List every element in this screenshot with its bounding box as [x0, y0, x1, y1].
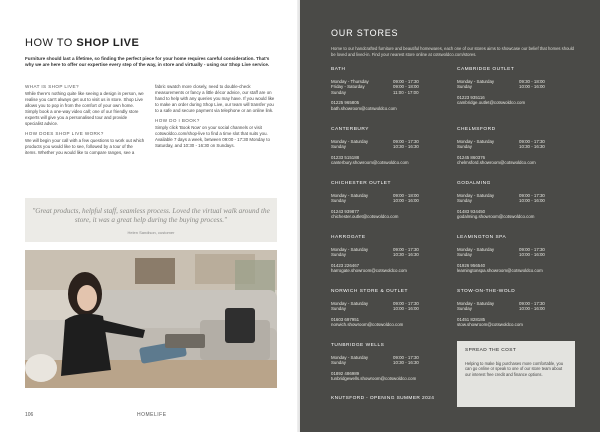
spread-the-cost-box: [457, 341, 575, 407]
text-column-2: [155, 84, 277, 153]
knutsford-notice: KNUTSFORD - OPENING SUMMER 2024: [331, 396, 435, 401]
store-days: Monday - Saturday: [457, 138, 495, 144]
customer-quote: "Great products, helpful staff, seamless process. Loved the virtual walk around the store, it was a great help during the buying process.": [32, 207, 270, 224]
intro-paragraph: Furniture should last a lifetime, so finding the perfect piece for your home requires careful consideration. That's why we are here to offer our expertise every step of the way, in store and virtually - using our Shop Live service.: [25, 56, 270, 68]
store-days: Monday - Saturday: [457, 300, 495, 306]
store-chelmsford: [457, 127, 577, 166]
store-hours: 11:00 - 17:00: [393, 89, 419, 95]
store-hours: 09:00 - 17:30: [393, 78, 419, 84]
store-phone: 01892 486989: [331, 370, 360, 376]
store-bath: [331, 67, 451, 112]
store-days: Sunday: [457, 84, 472, 90]
store-hours: 10:00 - 16:00: [519, 84, 545, 90]
store-hours: 09:00 - 17:30: [519, 192, 545, 198]
store-hours: 09:00 - 17:30: [519, 246, 545, 252]
store-phone: 01603 697951: [331, 316, 360, 322]
store-email: leamingtonspa.showroom@cotswoldco.com: [457, 268, 543, 274]
hero-photo: [25, 250, 277, 388]
store-canterbury: [331, 127, 451, 166]
store-days: Monday - Saturday: [331, 354, 369, 360]
store-norwich: [331, 289, 451, 328]
store-days: Monday - Saturday: [331, 192, 369, 198]
quote-box: [25, 198, 277, 242]
store-godalming: [457, 181, 577, 220]
right-page: [300, 0, 600, 432]
store-email: stow.showroom@cotswoldco.com: [457, 322, 523, 328]
store-hours: 09:00 - 17:30: [393, 354, 419, 360]
store-phone: 01223 935116: [457, 94, 485, 100]
store-hours: 09:00 - 18:00: [393, 84, 419, 90]
store-days: Sunday: [457, 306, 472, 312]
store-days: Monday - Saturday: [457, 78, 495, 84]
spread-body: Helping to make big purchases more comfortable, you can go online or speak to one of our store team about our interest free credit and finance options.: [465, 361, 564, 377]
store-hours: 09:00 - 17:30: [393, 246, 419, 252]
store-hours: 10:30 - 16:30: [519, 144, 545, 150]
paragraph-how-book: Simply click 'Book Now' on your social channels or visit cotswoldco.com/shop-live to find a time slot that suits you. Available 7 days a week, between 09:00 - 17:30 Monday to Saturday, and 10:30 - 16:30 on Sundays.: [155, 125, 270, 148]
quote-citation: Helen Sandison, customer: [127, 230, 175, 235]
store-hours: 10:30 - 16:30: [393, 252, 419, 258]
paragraph-how-works: We will begin your call with a few questions to work out which products you would like to see, followed by a tour of the items. Whether you would like to compare ranges, see a: [25, 138, 145, 155]
store-leamington: [457, 235, 577, 274]
store-email: chichester.outlet@cotswoldco.com: [331, 214, 399, 220]
store-phone: 01245 860376: [457, 154, 486, 160]
store-hours: 10:00 - 16:00: [519, 252, 545, 258]
page-number: 106: [25, 412, 34, 418]
store-hours: 10:00 - 16:00: [519, 306, 545, 312]
text-column-1: [25, 84, 145, 160]
store-hours: 10:00 - 16:00: [393, 306, 419, 312]
store-email: harrogate.showroom@cotswoldco.com: [331, 268, 407, 274]
store-email: bath.showroom@cotswoldco.com: [331, 105, 397, 111]
store-days: Sunday: [331, 198, 346, 204]
store-hours: 09:00 - 17:30: [393, 300, 419, 306]
store-phone: 01483 934450: [457, 208, 486, 214]
store-email: godalming.showroom@cotswoldco.com: [457, 214, 535, 220]
store-stow: [457, 289, 577, 328]
paragraph-what-is: While there's nothing quite like seeing a design in person, we realise you can't always get out to visit us in store. Shop Live allows you to pop in from the comfort of your own home. Simply book a one-way video call; one of our friendly store experts will give you a personalised tour and provide specialist advice.: [25, 91, 144, 126]
store-days: Sunday: [331, 360, 346, 366]
store-hours: 09:30 - 18:00: [519, 78, 545, 84]
store-email: cambridge.outlet@cotswoldco.com: [457, 100, 526, 106]
stores-intro: Home to our handcrafted furniture and beautiful homewares, each one of our stores aims to showcase our belief that homes should be loved and lived-in. Find your nearest store online at cotswoldco.com/stores.: [331, 46, 575, 57]
store-days: Monday - Saturday: [331, 246, 369, 252]
store-hours: 10:00 - 16:00: [519, 198, 545, 204]
store-name: TUNBRIDGE WELLS: [331, 343, 385, 348]
store-name: BATH: [331, 67, 346, 72]
store-email: canterbury.showroom@cotswoldco.com: [331, 160, 409, 166]
store-days: Monday - Saturday: [457, 246, 495, 252]
photo-woman-on-sofa-illustration: [25, 250, 277, 388]
subheading-what-is: WHAT IS SHOP LIVE?: [25, 84, 79, 89]
subheading-how-works: HOW DOES SHOP LIVE WORK?: [25, 131, 104, 136]
store-days: Sunday: [331, 252, 346, 258]
store-days: Monday - Saturday: [457, 192, 495, 198]
store-harrogate: [331, 235, 451, 274]
store-hours: 10:00 - 16:00: [393, 198, 419, 204]
store-hours: 10:30 - 16:30: [393, 144, 419, 150]
store-days: Sunday: [457, 252, 472, 258]
store-days: Friday - Saturday: [331, 84, 365, 90]
store-name: CHICHESTER OUTLET: [331, 181, 391, 186]
store-phone: 01243 939877: [331, 208, 360, 214]
store-cambridge: [457, 67, 577, 106]
subheading-how-book: HOW DO I BOOK?: [155, 118, 200, 123]
store-days: Monday - Saturday: [331, 138, 369, 144]
store-hours: 09:00 - 17:30: [393, 138, 419, 144]
store-hours: 09:00 - 17:30: [519, 138, 545, 144]
store-days: Monday - Saturday: [331, 300, 369, 306]
store-phone: 01233 515188: [331, 154, 360, 160]
store-phone: 01423 226467: [331, 262, 360, 268]
store-name: CAMBRIDGE OUTLET: [457, 67, 515, 72]
store-email: tunbridgewells.showroom@cotswoldco.com: [331, 376, 417, 382]
store-days: Sunday: [331, 306, 346, 312]
store-days: Sunday: [457, 198, 472, 204]
store-tunbridge: [331, 343, 451, 382]
stores-title: OUR STORES: [331, 28, 399, 38]
store-name: NORWICH STORE & OUTLET: [331, 289, 408, 294]
store-email: norwich.showroom@cotswoldco.com: [331, 322, 404, 328]
store-name: STOW-ON-THE-WOLD: [457, 289, 516, 294]
store-days: Sunday: [457, 144, 472, 150]
store-name: CANTERBURY: [331, 127, 369, 132]
magazine-name: HOMELIFE: [137, 412, 167, 418]
store-name: LEAMINGTON SPA: [457, 235, 507, 240]
store-days: Sunday: [331, 89, 346, 95]
store-hours: 09:00 - 18:00: [393, 192, 419, 198]
paragraph-continued: fabric swatch more closely, need to double-check measurements or fancy a little décor advice, our staff are on hand to help with any queries you may have. If you would like to make an order during Shop Live, our team will transfer you to a safe and secure payment via telephone or an online link.: [155, 84, 275, 113]
store-name: GODALMING: [457, 181, 491, 186]
store-hours: 09:00 - 17:30: [519, 300, 545, 306]
store-phone: 01451 828185: [457, 316, 486, 322]
store-phone: 01225 965805: [331, 100, 360, 106]
spread-title: SPREAD THE COST: [465, 348, 517, 353]
store-name: CHELMSFORD: [457, 127, 496, 132]
page-title: HOW TO SHOP LIVE: [25, 37, 140, 49]
store-days: Sunday: [331, 144, 346, 150]
store-email: chelmsford.showroom@cotswoldco.com: [457, 160, 536, 166]
store-name: HARROGATE: [331, 235, 366, 240]
store-phone: 01926 956540: [457, 262, 486, 268]
store-chichester: [331, 181, 451, 220]
store-days: Monday - Thursday: [331, 78, 369, 84]
store-hours: 10:30 - 16:30: [393, 360, 419, 366]
